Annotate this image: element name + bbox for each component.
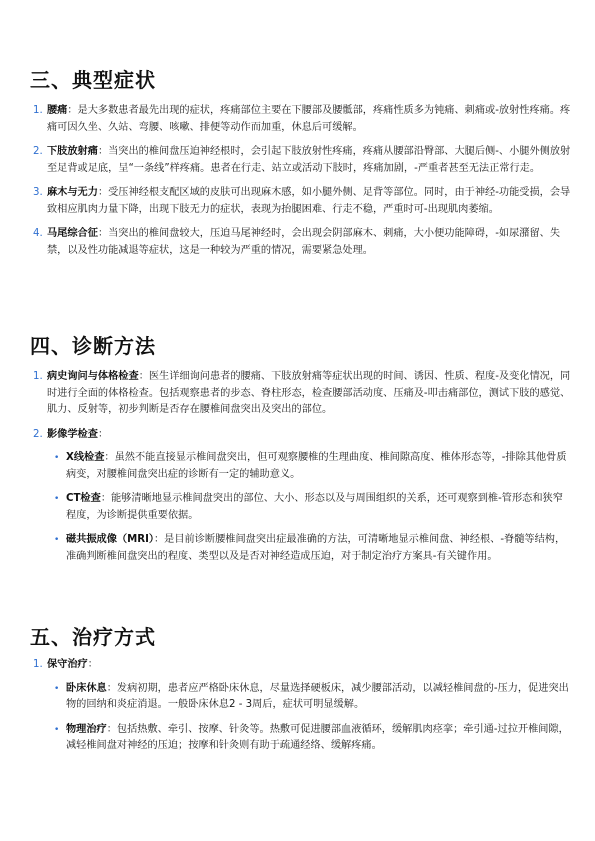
item-term: X线检查 <box>66 452 105 463</box>
sub-list-item <box>30 532 573 565</box>
list-item: 3. 麻木与无力：受压神经根支配区域的皮肤可出现麻木感，如小腿外侧、足背等部位。同时，由于神经-功能受损，会导致相应肌肉力量下降，出现下肢无力的症状，表现为抬腿困难、行走不稳，严重时可-出现肌肉萎缩。 <box>33 187 571 215</box>
item-term: 保守治疗 <box>47 659 88 670</box>
item-text: ： <box>87 659 98 670</box>
treatment-list <box>30 657 573 763</box>
item-term: 影像学检查 <box>47 428 98 440</box>
list-item: 1. 保守治疗： • 卧床休息：发病初期，患者应严格卧床休息，尽量选择硬板床，减少腰部活动，以减轻椎间盘的-压力，促进突出物的回纳和炎症消退。一般卧床休息2 - 3周后，症状可明显缓解。 • 物理治疗：包括热敷、牵引、按摩、针灸等。热敷可促进腰部血液循环，缓解肌肉痉挛；牵引通-过拉开椎间隙，减轻椎间盘对神经的压迫；按摩和针灸则有助于疏通经络、缓解疼痛。 <box>30 657 573 755</box>
item-text: ：是目前诊断腰椎间盘突出症最准确的方法，可清晰地显示椎间盘、神经根、-脊髓等结构，准确判断椎间盘突出的程度、类型以及是否对神经造成压迫，对于制定治疗方案具-有关键作用。 <box>66 534 566 562</box>
item-term: CT检查 <box>66 493 101 504</box>
section-title-treatment: 五、治疗方式 <box>30 625 156 649</box>
item-text: ：发病初期，患者应严格卧床休息，尽量选择硬板床，减少腰部活动，以减轻椎间盘的-压力，促进突出物的回纳和炎症消退。一般卧床休息2 - 3周后，症状可明显缓解。 <box>66 682 569 710</box>
bullet-icon: • <box>54 683 60 694</box>
item-term: 物理治疗 <box>66 723 107 735</box>
symptoms-list <box>30 103 573 267</box>
sub-list-item <box>30 491 573 524</box>
list-item: 2. 影像学检查： • X线检查：虽然不能直接显示椎间盘突出，但可观察腰椎的生理曲度、椎间隙高度、椎体形态等，-排除其他骨质病变，对腰椎间盘突出症的诊断有一定的辅助意义。 • CT检查：能够清晰地显示椎间盘突出的部位、大小、形态以及与周围组织的关系，还可观察到椎-管形态和狭窄程度，为诊断提供重要依据。 • 磁共振成像（MRI）：是目前诊断腰椎间盘突出症最准确的方法，可清晰地显示椎间盘、神经根、-脊髓等结构，准确判断椎间盘突出的程度、类型以及是否对神经造成压迫，对于制定治疗方案具-有关键作用。 <box>30 427 573 566</box>
sub-list-item <box>30 722 573 755</box>
item-term: 下肢放射痛 <box>47 146 98 157</box>
item-term: 磁共振成像（MRI） <box>66 534 154 545</box>
sub-list-item <box>30 450 573 483</box>
item-text: ：包括热敷、牵引、按摩、针灸等。热敷可促进腰部血液循环，缓解肌肉痉挛；牵引通-过拉开椎间隙，减轻椎间盘对神经的压迫；按摩和针灸则有助于疏通经络、缓解疼痛。 <box>66 723 569 751</box>
item-term: 麻木与无力 <box>47 187 98 198</box>
item-text: ：当突出的椎间盘压迫神经根时，会引起下肢放射性疼痛，疼痛从腰部沿臀部、大腿后侧-、小腿外侧放射至足背或足底，呈“一条线”样疼痛。患者在行走、站立或活动下肢时，疼痛加剧，-严重者甚至无法正常行走。 <box>47 146 571 174</box>
list-item: 4. 马尾综合征：当突出的椎间盘较大，压迫马尾神经时，会出现会阴部麻木、刺痛，大小便功能障碍，-如尿潴留、失禁，以及性功能减退等症状，这是一种较为严重的情况，需要紧急处理。 <box>33 228 561 256</box>
section-title-symptoms: 三、典型症状 <box>30 68 156 92</box>
list-item: 2. 下肢放射痛：当突出的椎间盘压迫神经根时，会引起下肢放射性疼痛，疼痛从腰部沿臀部、大腿后侧-、小腿外侧放射至足背或足底，呈“一条线”样疼痛。患者在行走、站立或活动下肢时，疼痛加剧，-严重者甚至无法正常行走。 <box>33 146 571 174</box>
sub-list-item <box>30 681 573 714</box>
item-term: 腰痛 <box>47 105 68 116</box>
item-text: ：受压神经根支配区域的皮肤可出现麻木感，如小腿外侧、足背等部位。同时，由于神经-功能受损，会导致相应肌肉力量下降，出现下肢无力的症状，表现为抬腿困难、行走不稳，严重时可-出现肌肉萎缩。 <box>47 187 571 215</box>
item-text: ：医生详细询问患者的腰痛、下肢放射痛等症状出现的时间、诱因、性质、程度-及变化情况，同时进行全面的体格检查。包括观察患者的步态、脊柱形态，检查腰部活动度、压痛及-叩击痛部位，测试下肢的感觉、肌力、反射等，初步判断是否存在腰椎间盘突出及突出的部位。 <box>47 371 571 415</box>
item-text: ：虽然不能直接显示椎间盘突出，但可观察腰椎的生理曲度、椎间隙高度、椎体形态等，-排除其他骨质病变，对腰椎间盘突出症的诊断有一定的辅助意义。 <box>66 452 567 480</box>
item-term: 卧床休息 <box>66 682 107 694</box>
bullet-icon: • <box>54 535 60 545</box>
bullet-icon: • <box>54 494 60 504</box>
list-item: 1. 腰痛：是大多数患者最先出现的症状，疼痛部位主要在下腰部及腰骶部，疼痛性质多为钝痛、刺痛或-放射性疼痛。疼痛可因久坐、久站、弯腰、咳嗽、排便等动作而加重，休息后可缓解。 <box>33 105 571 133</box>
item-term: 马尾综合征 <box>47 228 98 239</box>
diagnosis-list <box>30 369 573 573</box>
item-text: ：是大多数患者最先出现的症状，疼痛部位主要在下腰部及腰骶部，疼痛性质多为钝痛、刺痛或-放射性疼痛。疼痛可因久坐、久站、弯腰、咳嗽、排便等动作而加重，休息后可缓解。 <box>47 105 571 133</box>
conservative-sublist <box>47 681 573 755</box>
item-term: 病史询问与体格检查 <box>47 371 139 382</box>
bullet-icon: • <box>54 453 60 463</box>
item-text: ：能够清晰地显示椎间盘突出的部位、大小、形态以及与周围组织的关系，还可观察到椎-管形态和狭窄程度，为诊断提供重要依据。 <box>66 493 563 521</box>
imaging-sublist <box>47 450 573 565</box>
section-title-diagnosis: 四、诊断方法 <box>30 334 156 358</box>
item-text: ： <box>97 428 109 440</box>
item-text: ：当突出的椎间盘较大，压迫马尾神经时，会出现会阴部麻木、刺痛，大小便功能障碍，-如尿潴留、失禁，以及性功能减退等症状，这是一种较为严重的情况，需要紧急处理。 <box>47 228 561 256</box>
list-item: 1. 病史询问与体格检查：医生详细询问患者的腰痛、下肢放射痛等症状出现的时间、诱因、性质、程度-及变化情况，同时进行全面的体格检查。包括观察患者的步态、脊柱形态，检查腰部活动度、压痛及-叩击痛部位，测试下肢的感觉、肌力、反射等，初步判断是否存在腰椎间盘突出及突出的部位。 <box>33 371 571 415</box>
bullet-icon: • <box>54 724 60 735</box>
